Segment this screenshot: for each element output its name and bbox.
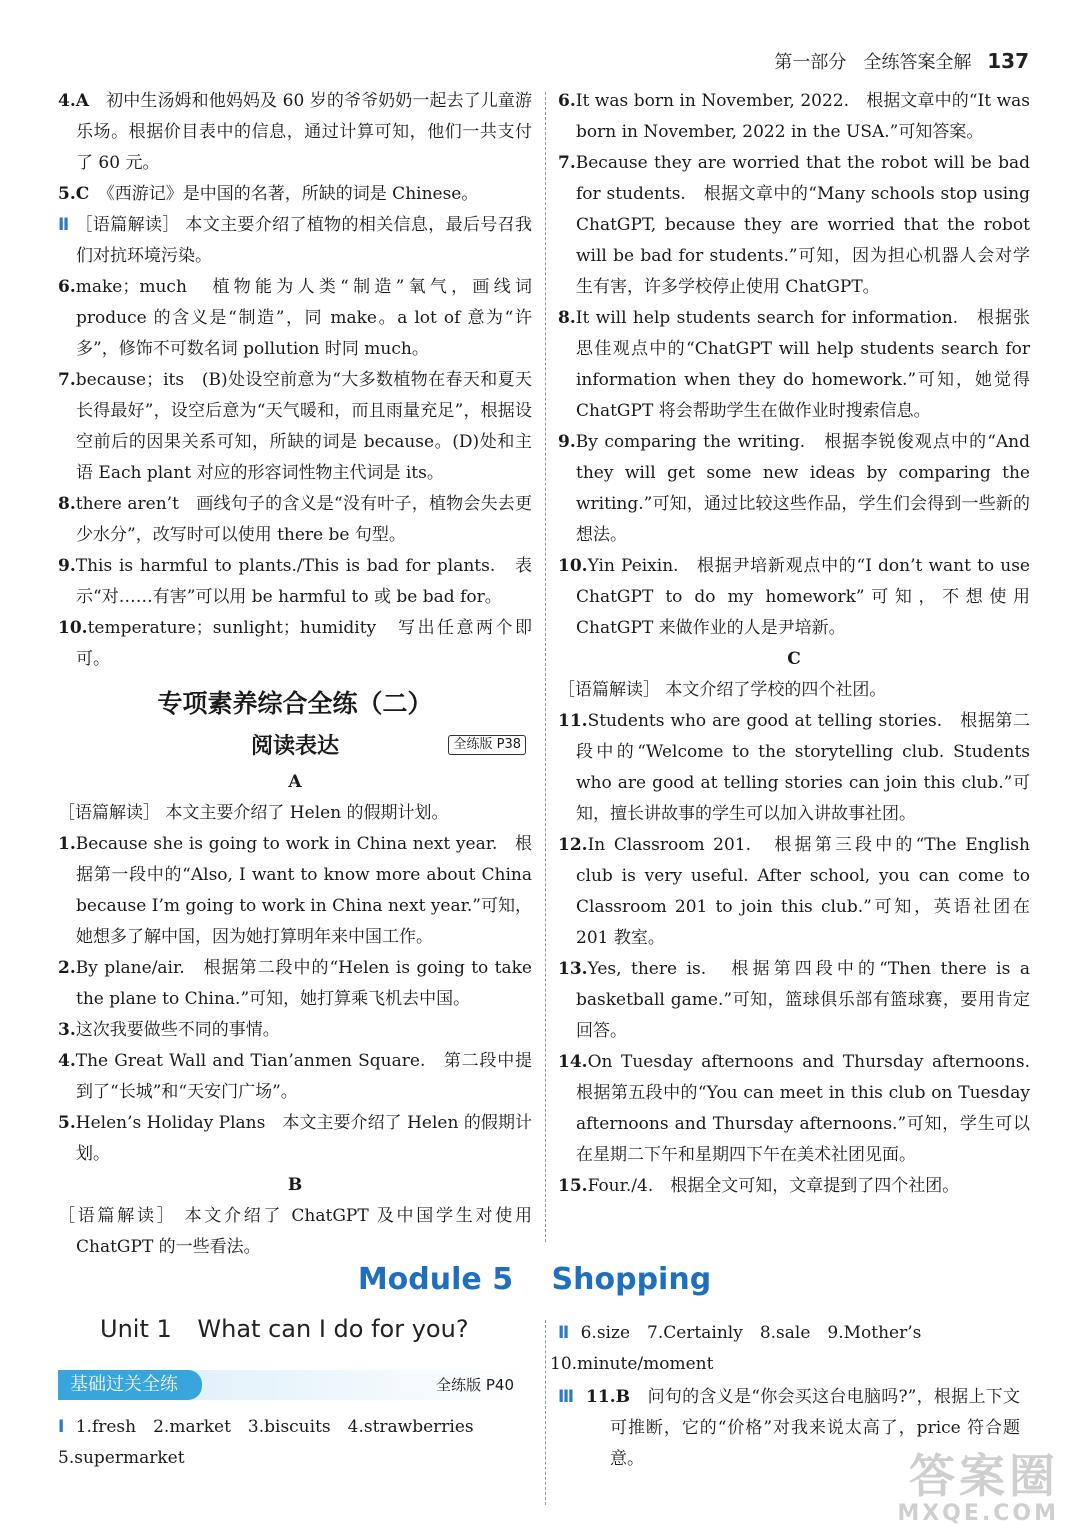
part-label: 第一部分 bbox=[774, 52, 847, 73]
watermark bbox=[897, 1451, 1059, 1526]
roman-numeral: Ⅰ bbox=[58, 1417, 65, 1437]
banner-page-ref: 全练版 P40 bbox=[436, 1376, 514, 1394]
answer-explanation: 问句的含义是“你会买这台电脑吗?”，根据上下文可推断，它的“价格”对我来说太高了，price 符合题意。 bbox=[610, 1387, 1021, 1469]
part-label-a: A bbox=[288, 772, 302, 792]
answers-line: 10.minute/moment bbox=[550, 1354, 714, 1374]
answer-item: 12.In Classroom 201. 根据第三段中的“The English club is very useful. After school, you can come to Classroom 201 to join this club.”可知，英语社团在 201 教室。 bbox=[558, 835, 1030, 948]
part-label-b: B bbox=[287, 1175, 303, 1195]
answer-item: 15.Four./4. 根据全文可知，文章提到了四个社团。 bbox=[558, 1176, 960, 1196]
section-subtitle: 阅读表达 bbox=[250, 734, 339, 759]
exercise-2 bbox=[550, 1318, 1030, 1380]
module-topic: Shopping bbox=[551, 1262, 712, 1297]
answer-item: 5.Helen’s Holiday Plans 本文主要介绍了 Helen 的假期计划。 bbox=[58, 1113, 532, 1164]
unit-name: Unit 1 bbox=[100, 1315, 172, 1343]
banner-label: 基础过关全练 bbox=[58, 1370, 202, 1400]
module-heading bbox=[0, 1262, 1069, 1297]
right-column bbox=[558, 86, 1047, 1202]
passage-intro: ［语篇解读］ 本文主要介绍了 Helen 的假期计划。 bbox=[58, 803, 449, 823]
exercise-banner bbox=[58, 1370, 528, 1400]
answer-item: 11.Students who are good at telling stories. 根据第二段中的“Welcome to the storytelling club. Students who are good at telling stories can join this club.”可知，擅长讲故事的学生可以加入讲故事社团。 bbox=[558, 711, 1030, 824]
section-subtitle-row bbox=[58, 727, 532, 767]
section-title: 专项素养综合全练（二） bbox=[157, 689, 433, 718]
answer-item: 7.because；its (B)处设空前意为“大多数植物在春天和夏天长得最好”，设空后意为“天气暖和，而且雨量充足”，根据设空前后的因果关系可知，所缺的词是 because。(D)处和主语 Each plant 对应的形容词性物主代词是 its。 bbox=[58, 370, 532, 483]
answer-item: 6.It was born in November, 2022. 根据文章中的“It was born in November, 2022 in the USA.”可知答案。 bbox=[558, 91, 1030, 142]
column-divider-lower bbox=[545, 1320, 546, 1505]
passage-intro: ［语篇解读］ 本文介绍了 ChatGPT 及中国学生对使用 ChatGPT 的一些看法。 bbox=[58, 1206, 532, 1257]
page-number: 137 bbox=[987, 49, 1029, 73]
unit-heading bbox=[100, 1315, 487, 1343]
answer-item: 6.make；much 植物能为人类“制造”氧气，画线词 produce 的含义是“制造”，同 make。a lot of 意为“许多”，修饰不可数名词 pollution 时同 much。 bbox=[58, 277, 532, 359]
answer-item: 2.By plane/air. 根据第二段中的“Helen is going to take the plane to China.”可知，她打算乘飞机去中国。 bbox=[58, 958, 532, 1009]
answer-item: 10.temperature；sunlight；humidity 写出任意两个即可。 bbox=[58, 618, 532, 669]
watermark-logo: 答案圈 bbox=[909, 1449, 1059, 1503]
answer-item: 4.A 初中生汤姆和他妈妈及 60 岁的爷爷奶奶一起去了儿童游乐场。根据价目表中的信息，通过计算可知，他们一共支付了 60 元。 bbox=[58, 91, 532, 173]
answer-item: 9.This is harmful to plants./This is bad for plants. 表示“对……有害”可以用 be harmful to 或 be bad for。 bbox=[58, 556, 532, 607]
unit-title: What can I do for you? bbox=[197, 1315, 469, 1343]
answer-item: 8.It will help students search for information. 根据张思佳观点中的“ChatGPT will help students search for information when they do homework.”可知，她觉得 ChatGPT 将会帮助学生在做作业时搜索信息。 bbox=[558, 308, 1030, 421]
passage-intro: Ⅱ ［语篇解读］ 本文主要介绍了植物的相关信息，最后号召我们对抗环境污染。 bbox=[58, 215, 532, 266]
answer-item: 10.Yin Peixin. 根据尹培新观点中的“I don’t want to use ChatGPT to do my homework”可知，不想使用 ChatGPT 来做作业的人是尹培新。 bbox=[558, 556, 1030, 638]
page-header bbox=[774, 48, 1029, 74]
passage-intro: ［语篇解读］ 本文介绍了学校的四个社团。 bbox=[558, 680, 887, 700]
answers-line: 6.size 7.Certainly 8.sale 9.Mother’s bbox=[580, 1323, 922, 1343]
answer-item: 4.The Great Wall and Tian’anmen Square. 第二段中提到了“长城”和“天安门广场”。 bbox=[58, 1051, 532, 1102]
part-label-c: C bbox=[787, 649, 801, 669]
answers-line: 1.fresh 2.market 3.biscuits 4.strawberries bbox=[75, 1417, 474, 1437]
answer-item: 1.Because she is going to work in China next year. 根据第一段中的“Also, I want to know more about China because I’m going to work in China next year.”可知，她想多了解中国，因为她打算明年来中国工作。 bbox=[58, 834, 532, 947]
page-ref-tag: 全练版 P38 bbox=[448, 735, 526, 755]
answer-item: 7.Because they are worried that the robot will be bad for students. 根据文章中的“Many schools stop using ChatGPT, because they are worried that the robot will be bad for students.”可知，因为担心机器人会对学生有害，许多学校停止使用 ChatGPT。 bbox=[558, 153, 1030, 297]
answers-line: 5.supermarket bbox=[58, 1448, 185, 1468]
answer-item: 14.On Tuesday afternoons and Thursday afternoons. 根据第五段中的“You can meet in this club on Tuesday afternoons and Thursday afternoons.”可知，学生可以在星期二下午和星期四下午在美术社团见面。 bbox=[558, 1052, 1047, 1165]
roman-numeral: Ⅱ bbox=[558, 1323, 570, 1343]
answer-item: 8.there aren’t 画线句子的含义是“没有叶子，植物会失去更少水分”，改写时可以使用 there be 句型。 bbox=[58, 494, 532, 545]
left-column bbox=[58, 86, 532, 1263]
answer-item: 5.C 《西游记》是中国的名著，所缺的词是 Chinese。 bbox=[58, 184, 479, 204]
column-divider bbox=[545, 92, 546, 1242]
answer-item: 9.By comparing the writing. 根据李锐俊观点中的“And they will get some new ideas by comparing the writing.”可知，通过比较这些作品，学生们会得到一些新的想法。 bbox=[558, 432, 1030, 545]
answer-number: 11.B bbox=[586, 1387, 630, 1407]
exercise-1 bbox=[58, 1412, 528, 1474]
book-title: 全练答案全解 bbox=[863, 52, 972, 73]
module-name: Module 5 bbox=[357, 1262, 514, 1297]
roman-numeral: Ⅲ bbox=[558, 1387, 575, 1407]
watermark-url: MXQE.COM bbox=[897, 1501, 1059, 1526]
answer-item: 13.Yes, there is. 根据第四段中的“Then there is a basketball game.”可知，篮球俱乐部有篮球赛，要用肯定回答。 bbox=[558, 959, 1030, 1041]
answer-item: 3.这次我要做些不同的事情。 bbox=[58, 1020, 280, 1040]
